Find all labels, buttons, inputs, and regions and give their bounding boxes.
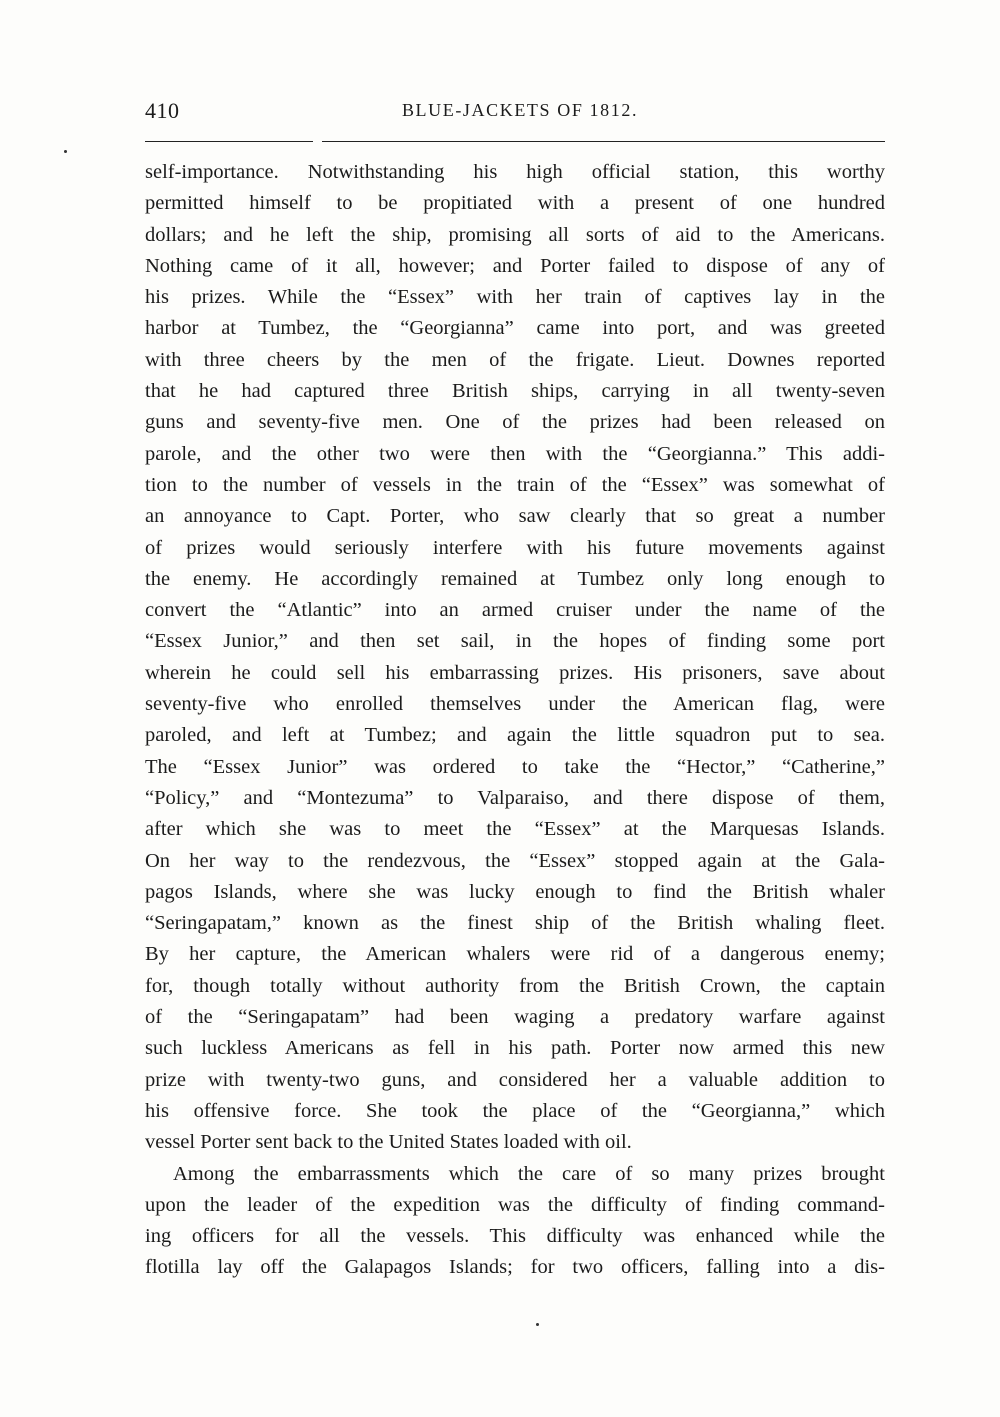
text-line: flotilla lay off the Galapagos Islands; for two officers, falling into a dis- (145, 1256, 885, 1279)
text-line: after which she was to meet the “Essex” at the Marquesas Islands. (145, 818, 885, 841)
text-line: permitted himself to be propitiated with a present of one hundred (145, 192, 885, 215)
text-line: vessel Porter sent back to the United States loaded with oil. (145, 1131, 632, 1154)
text-line: upon the leader of the expedition was the difficulty of finding command- (145, 1193, 885, 1216)
page-number: 410 (145, 98, 180, 123)
text-line: dollars; and he left the ship, promising all sorts of aid to the Americans. (145, 223, 885, 246)
text-line: harbor at Tumbez, the “Georgianna” came into port, and was greeted (145, 317, 885, 340)
text-line: Nothing came of it all, however; and Porter failed to dispose of any of (145, 254, 885, 277)
text-line: the enemy. He accordingly remained at Tumbez only long enough to (145, 567, 885, 590)
text-line: seventy-five who enrolled themselves under the American flag, were (145, 693, 885, 716)
text-line: wherein he could sell his embarrassing prizes. His prisoners, save about (145, 661, 885, 684)
text-line: self-importance. Notwithstanding his high official station, this worthy (145, 161, 885, 183)
text-line: such luckless Americans as fell in his path. Porter now armed this new (145, 1037, 885, 1060)
header-rule-right (322, 141, 885, 143)
running-head (145, 98, 885, 130)
text-line: “Seringapatam,” known as the finest ship of the British whaling fleet. (145, 912, 885, 935)
text-line: paroled, and left at Tumbez; and again the little squadron put to sea. (145, 724, 885, 747)
stray-mark (64, 150, 67, 153)
text-line: an annoyance to Capt. Porter, who saw clearly that so great a number (145, 505, 885, 528)
text-line: tion to the number of vessels in the train of the “Essex” was somewhat of (145, 473, 885, 496)
text-line: convert the “Atlantic” into an armed cruiser under the name of the (145, 599, 885, 622)
text-line: that he had captured three British ships, carrying in all twenty-seven (145, 380, 885, 403)
text-line: ing officers for all the vessels. This difficulty was enhanced while the (145, 1225, 885, 1248)
text-line: By her capture, the American whalers were rid of a dangerous enemy; (145, 943, 885, 966)
stray-mark (536, 1323, 539, 1326)
text-line: with three cheers by the men of the frigate. Lieut. Downes reported (145, 348, 885, 371)
text-line: The “Essex Junior” was ordered to take the “Hector,” “Catherine,” (145, 755, 885, 778)
paragraph-start-line: Among the embarrassments which the care of so many prizes brought (173, 1162, 885, 1185)
text-line: “Essex Junior,” and then set sail, in the hopes of finding some port (145, 630, 885, 653)
text-line: On her way to the rendezvous, the “Essex” stopped again at the Gala- (145, 849, 885, 872)
text-line: his prizes. While the “Essex” with her train of captives lay in the (145, 286, 885, 309)
text-line: pagos Islands, where she was lucky enough to find the British whaler (145, 880, 885, 903)
text-line: guns and seventy-five men. One of the prizes had been released on (145, 411, 885, 434)
text-line: prize with twenty-two guns, and considered her a valuable addition to (145, 1068, 885, 1091)
text-line: his offensive force. She took the place of the “Georgianna,” which (145, 1099, 885, 1122)
running-title: BLUE-JACKETS OF 1812. (401, 100, 639, 120)
text-line: parole, and the other two were then with the “Georgianna.” This addi- (145, 442, 885, 465)
text-line: of the “Seringapatam” had been waging a predatory warfare against (145, 1006, 885, 1029)
text-line: for, though totally without authority from the British Crown, the captain (145, 974, 885, 997)
text-line: “Policy,” and “Montezuma” to Valparaiso, and there dispose of them, (145, 786, 885, 809)
header-rule-left (145, 141, 313, 143)
body-text (145, 157, 885, 1284)
text-line: of prizes would seriously interfere with his future movements against (145, 536, 885, 559)
